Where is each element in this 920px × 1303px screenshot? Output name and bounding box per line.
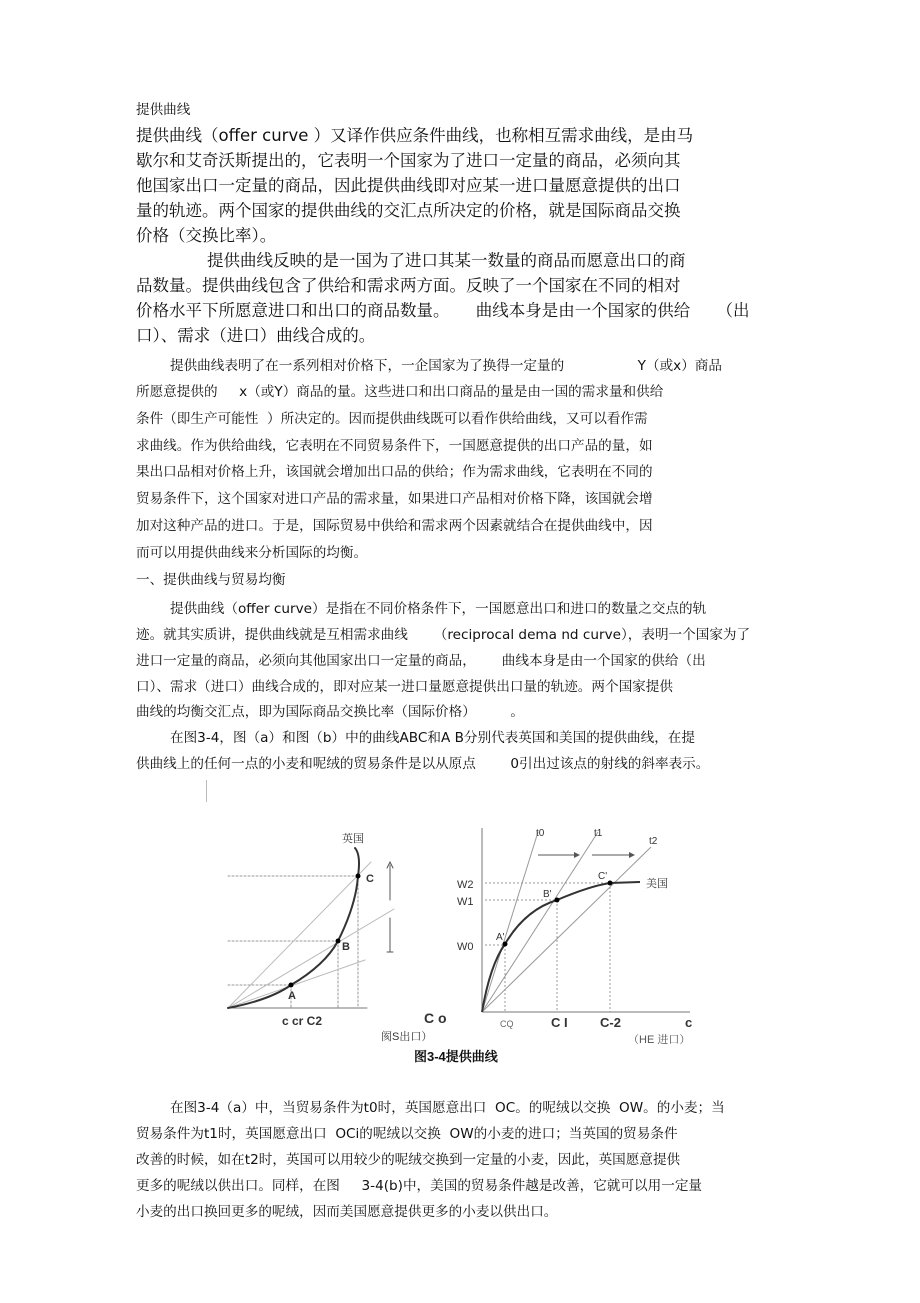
- figure-label: C I: [551, 1015, 568, 1030]
- figure-label: W0: [457, 941, 474, 953]
- point-b: [336, 939, 341, 944]
- text-line: 小麦的出口换回更多的呢绒，因而美国愿意提供更多的小麦以供出口。: [136, 1204, 558, 1220]
- text-line: 价格（交换比率）。: [136, 226, 277, 245]
- text-line: 贸易条件为t1时，英国愿意出口 OCi的呢绒以交换 OW的小麦的进口；当英国的贸易条件: [136, 1126, 678, 1142]
- point-a: [289, 983, 294, 988]
- figure-label: C': [598, 871, 608, 882]
- text-line: 更多的呢绒以供出口。同样，在图 3-4(b)中，美国的贸易条件越是改善，它就可以用一定量: [136, 1178, 703, 1194]
- curve-label-us: 美国: [646, 878, 668, 890]
- text-line: 求曲线。作为供给曲线，它表明在不同贸易条件下，一国愿意提供的出口产品的量，如: [136, 438, 653, 454]
- text-line: 改善的时候，如在t2时，英国可以用较少的呢绒交换到一定量的小麦，因此，英国愿意提供: [136, 1152, 681, 1168]
- figure-label: t0: [536, 828, 545, 839]
- text-line: 而可以用提供曲线来分析国际的均衡。: [136, 545, 368, 561]
- figure-label: W2: [457, 879, 474, 891]
- x-labels: c cr C2: [282, 1014, 323, 1028]
- figure-label: A: [288, 990, 296, 1002]
- text-line: 提供曲线表明了在一系列相对价格下，一企国家为了换得一定量的 Y（或x）商品: [170, 358, 722, 374]
- origin-label: C o: [424, 1010, 447, 1026]
- section-heading: 提供曲线: [136, 102, 191, 118]
- text-line: 进口一定量的商品，必须向其他国家出口一定量的商品， 曲线本身是由一个国家的供给（出: [136, 653, 706, 669]
- figure-label: C-2: [600, 1015, 621, 1030]
- offer-curve-us: [482, 882, 640, 1012]
- text-line: 果出口品相对价格上升，该国就会增加出口品的供给；作为需求曲线，它表明在不同的: [136, 464, 653, 480]
- text-line: 加对这种产品的进口。于是，国际贸易中供给和需求两个因素就结合在提供曲线中，因: [136, 518, 653, 534]
- text-line: 供曲线上的任何一点的小麦和呢绒的贸易条件是以从原点 0引出过该点的射线的斜率表示。: [136, 756, 710, 772]
- text-line: 在图3-4（a）中，当贸易条件为t0时，英国愿意出口 OC。的呢绒以交换 OW。的小麦；当: [170, 1100, 725, 1116]
- text-line: 提供曲线（offer curve ）又译作供应条件曲线，也称相互需求曲线，是由马: [136, 126, 694, 145]
- figure-label: C: [366, 873, 374, 885]
- figure-mark: [574, 852, 580, 858]
- figure-mark: [629, 852, 635, 858]
- figure-label: W1: [457, 896, 474, 908]
- text-line: 所愿意提供的 x（或Y）商品的量。这些进口和出口商品的量是由一国的需求量和供给: [136, 384, 664, 400]
- axis-label: 阂S出口）: [381, 1031, 433, 1043]
- text-line: 品数量。提供曲线包含了供给和需求两方面。反映了一个国家在不同的相对: [136, 276, 681, 295]
- curve-label-uk: 英国: [342, 833, 364, 845]
- text-line: 提供曲线反映的是一国为了进口其某一数量的商品而愿意出口的商: [207, 251, 686, 270]
- text-line: 贸易条件下，这个国家对进口产品的需求量，如果进口产品相对价格下降，该国就会增: [136, 491, 653, 507]
- text-line: 口）、需求（进口）曲线合成的。: [136, 326, 376, 345]
- figure-caption: 图3-4提供曲线: [414, 1049, 498, 1064]
- text-line: 他国家出口一定量的商品，因此提供曲线即对应某一进口量愿意提供的出口: [136, 176, 681, 195]
- text-line: 迹。就其实质讲，提供曲线就是互相需求曲线 （reciprocal dema nd curve），表明一个国家为了: [136, 627, 751, 643]
- text-line: 价格水平下所愿意进口和出口的商品数量。 曲线本身是由一个国家的供给 （出: [136, 301, 750, 320]
- figure-label: B: [342, 941, 350, 953]
- figure-label: t2: [649, 836, 658, 847]
- figure-label: c: [685, 1015, 693, 1030]
- ray-t1: [482, 832, 598, 1012]
- figure-mark: [555, 898, 560, 903]
- text-line: 口）、需求（进口）曲线合成的，即对应某一进口量愿意提供出口量的轨迹。两个国家提供: [136, 679, 673, 695]
- offer-curve-uk: [228, 848, 359, 1008]
- figure-label: B': [543, 889, 552, 900]
- section-title: 一、提供曲线与贸易均衡: [136, 572, 286, 588]
- text-line: 条件（即生产可能性 ）所决定的。因而提供曲线既可以看作供给曲线，又可以看作需: [136, 411, 648, 427]
- figure-label: A': [496, 932, 505, 943]
- figure-label: t1: [594, 828, 603, 839]
- text-line: 曲线的均衡交汇点，即为国际商品交换比率（国际价格） 。: [136, 704, 525, 720]
- text-line: 提供曲线（offer curve）是指在不同价格条件下，一国愿意出口和进口的数量之交点的轨: [170, 601, 707, 617]
- figure-a: [228, 831, 447, 1043]
- text-line: 在图3-4，图（a）和图（b）中的曲线ABC和A B分别代表英国和美国的提供曲线，在提: [170, 730, 695, 746]
- figure-b: [457, 828, 692, 1046]
- figure-mark: [608, 881, 613, 886]
- text-line: 量的轨迹。两个国家的提供曲线的交汇点所决定的价格，就是国际商品交换: [136, 201, 681, 220]
- point-c: [356, 874, 361, 879]
- text-line: 歇尔和艾奇沃斯提出的，它表明一个国家为了进口一定量的商品，必须向其: [136, 151, 681, 170]
- figure-label: CQ: [500, 1019, 514, 1029]
- figure-label: （HE 进口）: [628, 1034, 691, 1046]
